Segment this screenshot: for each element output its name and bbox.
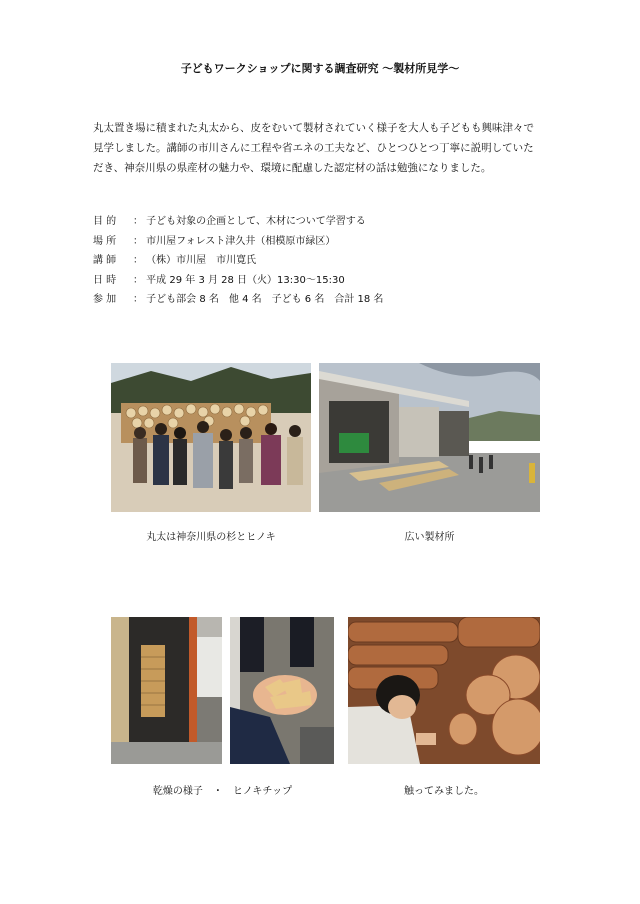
- detail-label: 場 所: [93, 235, 117, 247]
- document-title: 子どもワークショップに関する調査研究 〜製材所見学〜: [180, 62, 460, 75]
- photo-child-logs: [348, 617, 540, 764]
- detail-row-purpose: [93, 212, 383, 232]
- detail-value: ： （株）市川屋 市川寛氏: [133, 255, 257, 266]
- caption-touching: 触ってみました。: [404, 786, 484, 797]
- photo-sawmill: [319, 363, 540, 512]
- intro-line: 見学しました。講師の市川さんに工程や省エネの工夫など、ひとつひとつ丁寧に説明していた: [93, 142, 534, 154]
- detail-value: ： 平成 29 年 3 月 28 日（火）13:30〜15:30: [133, 274, 345, 286]
- caption-sawmill: 広い製材所: [404, 532, 455, 543]
- detail-row-datetime: [93, 271, 383, 291]
- detail-value: ： 子ども部会 8 名 他 4 名 子ども 6 名 合計 18 名: [133, 294, 384, 305]
- detail-row-participants: [93, 290, 383, 310]
- caption-drying-and-chips: 乾燥の様子 ・ ヒノキチップ: [152, 786, 293, 797]
- photo-drying-kiln: [111, 617, 222, 764]
- photo-hinoki-chips: [230, 617, 334, 764]
- detail-label: 参 加: [93, 294, 117, 305]
- detail-row-lecturer: [93, 251, 383, 271]
- intro-paragraph: [93, 118, 563, 178]
- photo-log-yard: [111, 363, 311, 512]
- detail-value: ： 市川屋フォレスト津久井（相模原市緑区）: [133, 235, 336, 247]
- intro-line: だき、神奈川県の県産材の魅力や、環境に配慮した認定材の話は勉強になりました。: [93, 162, 492, 174]
- detail-label: 講 師: [93, 255, 117, 266]
- intro-line: 丸太置き場に積まれた丸太から、皮をむいて製材されていく様子を大人も子どもも興味津々で: [93, 122, 534, 134]
- caption-log-yard: 丸太は神奈川県の杉とヒノキ: [146, 532, 276, 543]
- detail-row-place: [93, 232, 383, 252]
- detail-label: 日 時: [93, 274, 117, 286]
- event-details: [93, 212, 383, 310]
- detail-label: 目 的: [93, 216, 117, 227]
- detail-value: ： 子ども対象の企画として、木材について学習する: [133, 216, 366, 227]
